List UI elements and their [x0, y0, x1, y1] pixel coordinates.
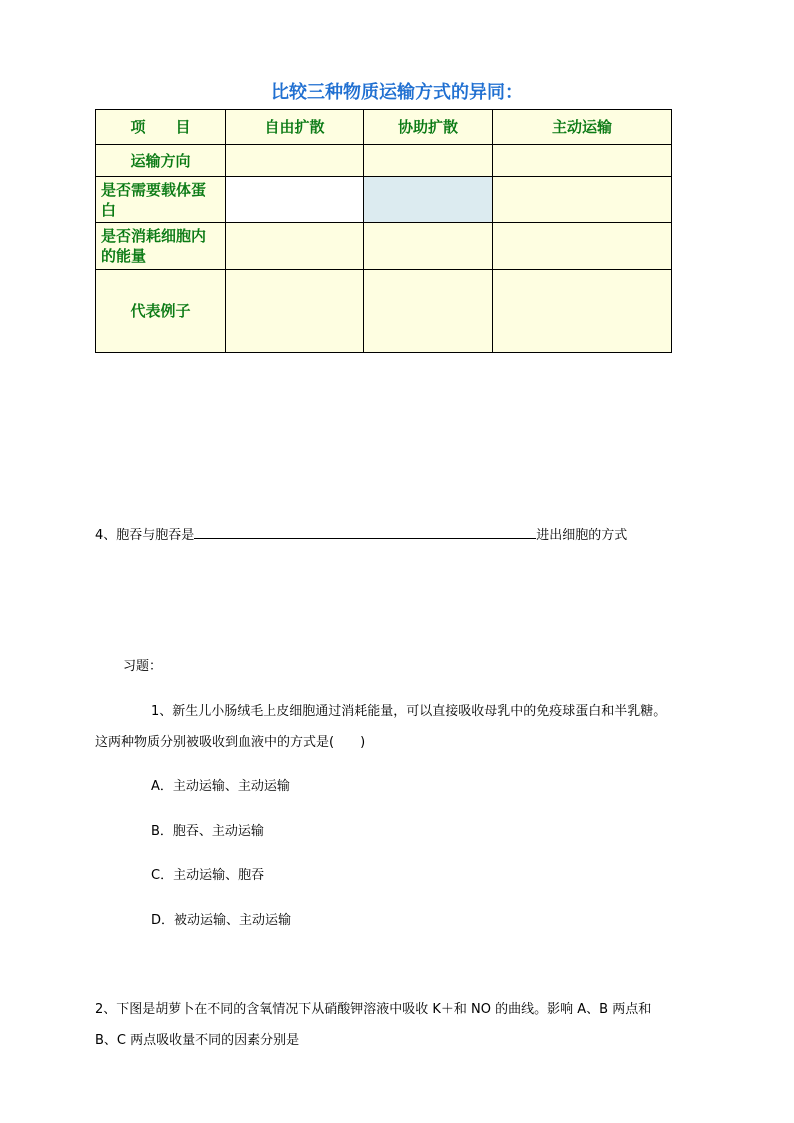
table-cell	[493, 270, 672, 353]
table-cell	[226, 145, 364, 177]
table-header-row	[96, 110, 672, 145]
header-cell-active-transport: 主动运输	[493, 110, 672, 145]
header-cell-free-diffusion: 自由扩散	[226, 110, 364, 145]
table-cell	[364, 145, 493, 177]
question-2-line-2: B、C 两点吸收量不同的因素分别是	[95, 1033, 300, 1048]
table-row	[96, 177, 672, 223]
row-label-carrier: 是否需要载体蛋白	[96, 177, 226, 223]
header-cell-facilitated-diffusion: 协助扩散	[364, 110, 493, 145]
comparison-table	[95, 109, 672, 353]
answer-blank[interactable]	[194, 524, 536, 539]
question-4	[95, 524, 627, 545]
table-cell	[226, 223, 364, 270]
question-4-prefix: 4、胞吞与胞吞是	[95, 528, 195, 543]
page-title: 比较三种物质运输方式的异同：	[271, 82, 523, 103]
table-cell	[493, 223, 672, 270]
table-cell	[364, 223, 493, 270]
table-cell	[493, 177, 672, 223]
table-row	[96, 270, 672, 353]
question-4-suffix: 进出细胞的方式	[536, 528, 628, 543]
option-d: D．被动运输、主动运输	[151, 913, 292, 928]
table-cell	[226, 177, 364, 223]
row-label-energy: 是否消耗细胞内的能量	[96, 223, 226, 270]
table-cell	[226, 270, 364, 353]
option-b: B．胞吞、主动运输	[151, 824, 264, 839]
question-1-line-1: 1、新生儿小肠绒毛上皮细胞通过消耗能量，可以直接吸收母乳中的免疫球蛋白和半乳糖。	[151, 704, 667, 719]
table-cell	[364, 270, 493, 353]
question-1-line-2: 这两种物质分别被吸收到血液中的方式是( )	[95, 735, 366, 750]
row-label-direction: 运输方向	[96, 145, 226, 177]
table-cell	[364, 177, 493, 223]
question-2-line-1: 2、下图是胡萝卜在不同的含氧情况下从硝酸钾溶液中吸收 K＋和 NO 的曲线。影响 A、B 两点和	[95, 1002, 652, 1017]
table-row	[96, 223, 672, 270]
table-cell	[493, 145, 672, 177]
option-c: C．主动运输、胞吞	[151, 868, 265, 883]
option-a: A．主动运输、主动运输	[151, 779, 290, 794]
table-row	[96, 145, 672, 177]
exercises-heading: 习题：	[123, 659, 163, 674]
header-cell-item: 项 目	[96, 110, 226, 145]
row-label-example: 代表例子	[96, 270, 226, 353]
